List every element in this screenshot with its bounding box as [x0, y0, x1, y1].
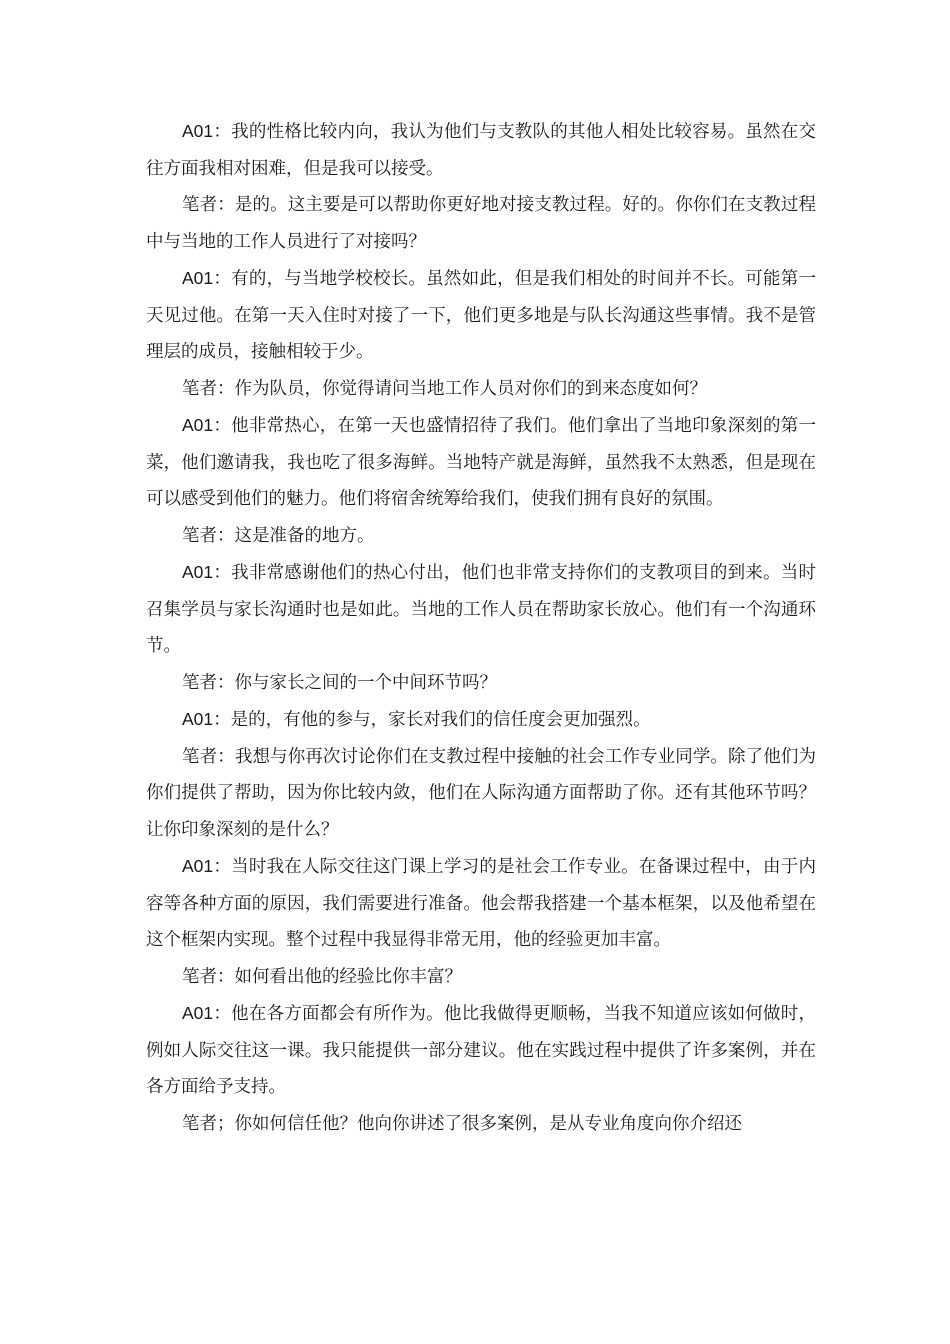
speaker-label: A01 [182, 562, 214, 582]
paragraph-13 [146, 995, 816, 1106]
speaker-label: A01 [182, 856, 214, 876]
paragraph-7 [146, 554, 816, 665]
paragraph-text: ：这是准备的地方。 [217, 525, 375, 546]
speaker-label: A01 [182, 1003, 214, 1023]
speaker-label: A01 [182, 415, 214, 435]
paragraph-1 [146, 113, 816, 187]
speaker-label: 笔者 [182, 672, 217, 693]
paragraph-8 [146, 665, 816, 702]
paragraph-text: ：是的，有他的参与，家长对我们的信任度会更加强烈。 [213, 710, 651, 730]
speaker-label: A01 [182, 121, 214, 141]
paragraph-text: ：是的。这主要是可以帮助你更好地对接支教过程。好的。你你们在支教过程中与当地的工作人员进行了对接吗？ [146, 195, 817, 252]
paragraph-text: ：我的性格比较内向，我认为他们与支教队的其他人相处比较容易。虽然在交往方面我相对困难，但是我可以接受。 [146, 122, 816, 179]
paragraph-10 [146, 739, 816, 849]
paragraph-4 [146, 371, 816, 408]
paragraph-text: ：我想与你再次讨论你们在支教过程中接触的社会工作专业同学。除了他们为你们提供了帮助，因为你比较内敛，他们在人际沟通方面帮助了你。还有其他环节吗？让你印象深刻的是什么？ [146, 746, 817, 840]
paragraph-text: ：我非常感谢他们的热心付出，他们也非常支持你们的支教项目的到来。当时召集学员与家长沟通时也是如此。当地的工作人员在帮助家长放心。他们有一个沟通环节。 [146, 563, 816, 656]
paragraph-text: ：当时我在人际交往这门课上学习的是社会工作专业。在备课过程中，由于内容等各种方面的原因，我们需要进行准备。他会帮我搭建一个基本框架，以及他希望在这个框架内实现。整个过程中我显得非常无用，他的经验更加丰富。 [146, 857, 816, 950]
paragraph-text: ：如何看出他的经验比你丰富？ [217, 966, 462, 987]
speaker-label: 笔者 [182, 525, 217, 546]
paragraph-3 [146, 260, 816, 371]
interview-transcript [146, 113, 816, 1142]
speaker-label: 笔者 [182, 378, 217, 399]
paragraph-text: ：他非常热心，在第一天也盛情招待了我们。他们拿出了当地印象深刻的第一菜，他们邀请我，我也吃了很多海鲜。当地特产就是海鲜，虽然我不太熟悉，但是现在可以感受到他们的魅力。他们将宿舍统筹给我们，使我们拥有良好的氛围。 [146, 416, 816, 509]
paragraph-9 [146, 701, 816, 739]
speaker-label: 笔者 [182, 195, 218, 215]
paragraph-text: ：你与家长之间的一个中间环节吗？ [217, 672, 497, 693]
speaker-label: 笔者 [182, 1113, 217, 1134]
speaker-label: A01 [182, 709, 214, 729]
paragraph-text: ：有的，与当地学校校长。虽然如此，但是我们相处的时间并不长。可能第一天见过他。在第一天入住时对接了一下，他们更多地是与队长沟通这些事情。我不是管理层的成员，接触相较于少。 [146, 269, 816, 362]
paragraph-text: ；你如何信任他？他向你讲述了很多案例，是从专业角度向你介绍还 [217, 1113, 742, 1134]
paragraph-14 [146, 1106, 816, 1143]
paragraph-6 [146, 518, 816, 555]
paragraph-text: ：他在各方面都会有所作为。他比我做得更顺畅，当我不知道应该如何做时，例如人际交往这一课。我只能提供一部分建议。他在实践过程中提供了许多案例，并在各方面给予支持。 [146, 1004, 816, 1097]
speaker-label: 笔者 [182, 746, 218, 767]
speaker-label: 笔者 [182, 966, 217, 987]
paragraph-12 [146, 959, 816, 996]
paragraph-2 [146, 187, 816, 260]
paragraph-11 [146, 848, 816, 959]
speaker-label: A01 [182, 268, 214, 288]
paragraph-5 [146, 407, 816, 518]
paragraph-text: ：作为队员，你觉得请问当地工作人员对你们的到来态度如何？ [217, 378, 707, 399]
